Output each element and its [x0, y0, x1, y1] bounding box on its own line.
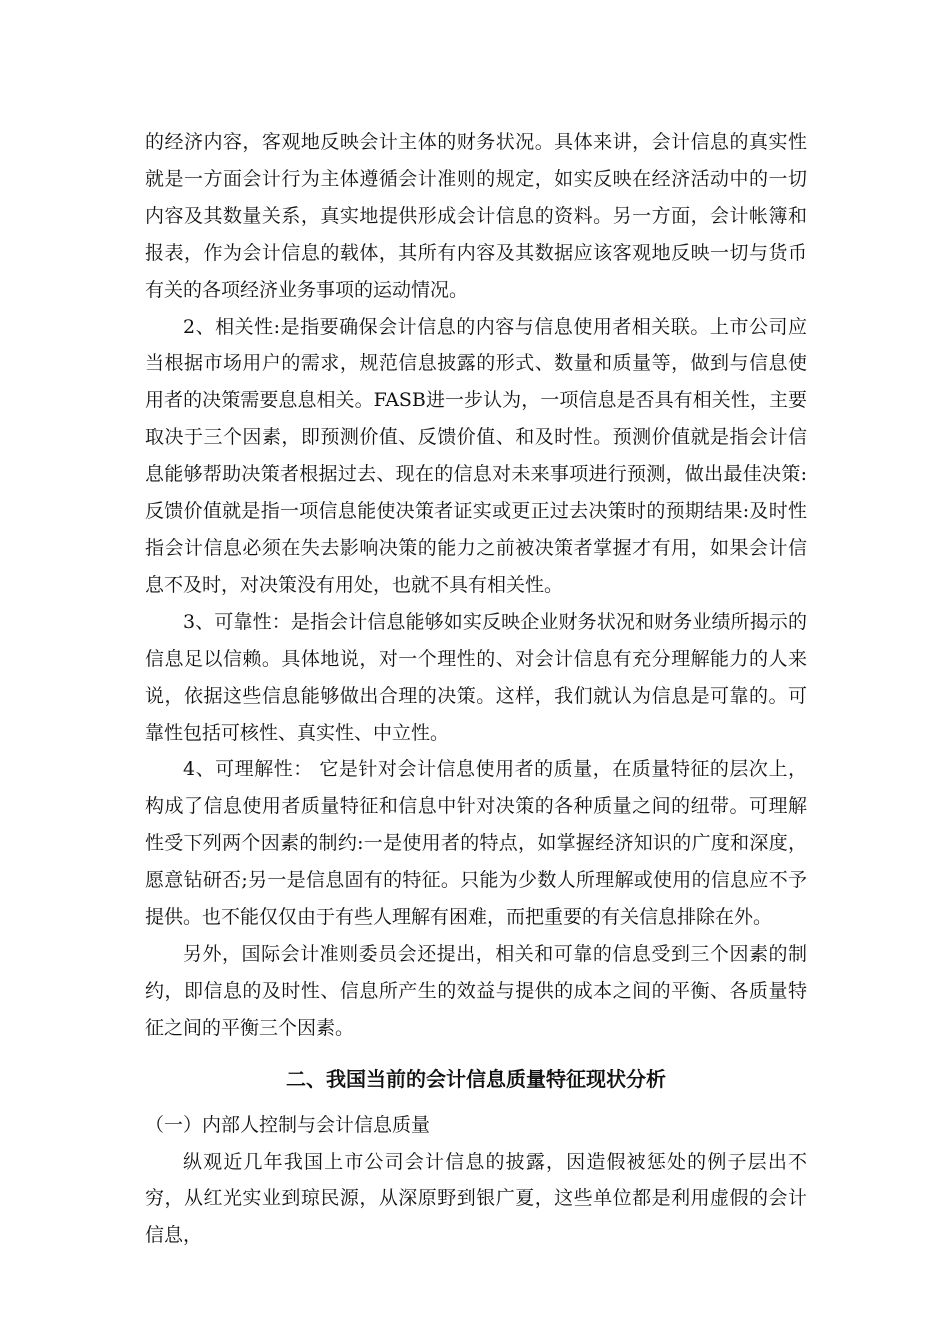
paragraph-reliability: 3、可靠性：是指会计信息能够如实反映企业财务状况和财务业绩所揭示的信息足以信赖。具体地说，对一个理性的、对会计信息有充分理解能力的人来说，依据这些信息能够做出合理的决策。这样，我们就认为信息是可靠的。可靠性包括可核性、真实性、中立性。 — [145, 610, 807, 744]
section-heading: 二、我国当前的会计信息质量特征现状分析 — [286, 1066, 666, 1091]
paragraph-constraints: 另外，国际会计准则委员会还提出，相关和可靠的信息受到三个因素的制约，即信息的及时性、信息所产生的效益与提供的成本之间的平衡、各质量特征之间的平衡三个因素。 — [145, 942, 807, 1039]
paragraph-understandability: 4、可理解性： 它是针对会计信息使用者的质量，在质量特征的层次上，构成了信息使用者质量特征和信息中针对决策的各种质量之间的纽带。可理解性受下列两个因素的制约:一是使用者的特点，如掌握经济知识的广度和深度，愿意钻研否;另一是信息固有的特征。只能为少数人所理解或使用的信息应不予提供。也不能仅仅由于有些人理解有困难，而把重要的有关信息排除在外。 — [145, 758, 807, 929]
subsection-heading: （一）内部人控制与会计信息质量 — [145, 1113, 431, 1136]
document-page — [145, 124, 807, 1254]
paragraph-truthfulness-continued: 的经济内容，客观地反映会计主体的财务状况。具体来讲，会计信息的真实性就是一方面会计行为主体遵循会计准则的规定，如实反映在经济活动中的一切内容及其数量关系，真实地提供形成会计信息的资料。另一方面，会计帐簿和报表，作为会计信息的载体，其所有内容及其数据应该客观地反映一切与货币有关的各项经济业务事项的运动情况。 — [145, 131, 807, 301]
paragraph-relevance: 2、相关性:是指要确保会计信息的内容与信息使用者相关联。上市公司应当根据市场用户的需求，规范信息披露的形式、数量和质量等，做到与信息使用者的决策需要息息相关。FASB进一步认为，一项信息是否具有相关性，主要取决于三个因素，即预测价值、反馈价值、和及时性。预测价值就是指会计信息能够帮助决策者根据过去、现在的信息对未来事项进行预测，做出最佳决策:反馈价值就是指一项信息能使决策者证实或更正过去决策时的预期结果:及时性指会计信息必须在失去影响决策的能力之前被决策者掌握才有用，如果会计信息不及时，对决策没有用处，也就不具有相关性。 — [145, 315, 807, 596]
paragraph-insider-control: 纵观近几年我国上市公司会计信息的披露，因造假被惩处的例子层出不穷，从红光实业到琼民源，从深原野到银广夏，这些单位都是利用虚假的会计信息， — [145, 1150, 807, 1247]
